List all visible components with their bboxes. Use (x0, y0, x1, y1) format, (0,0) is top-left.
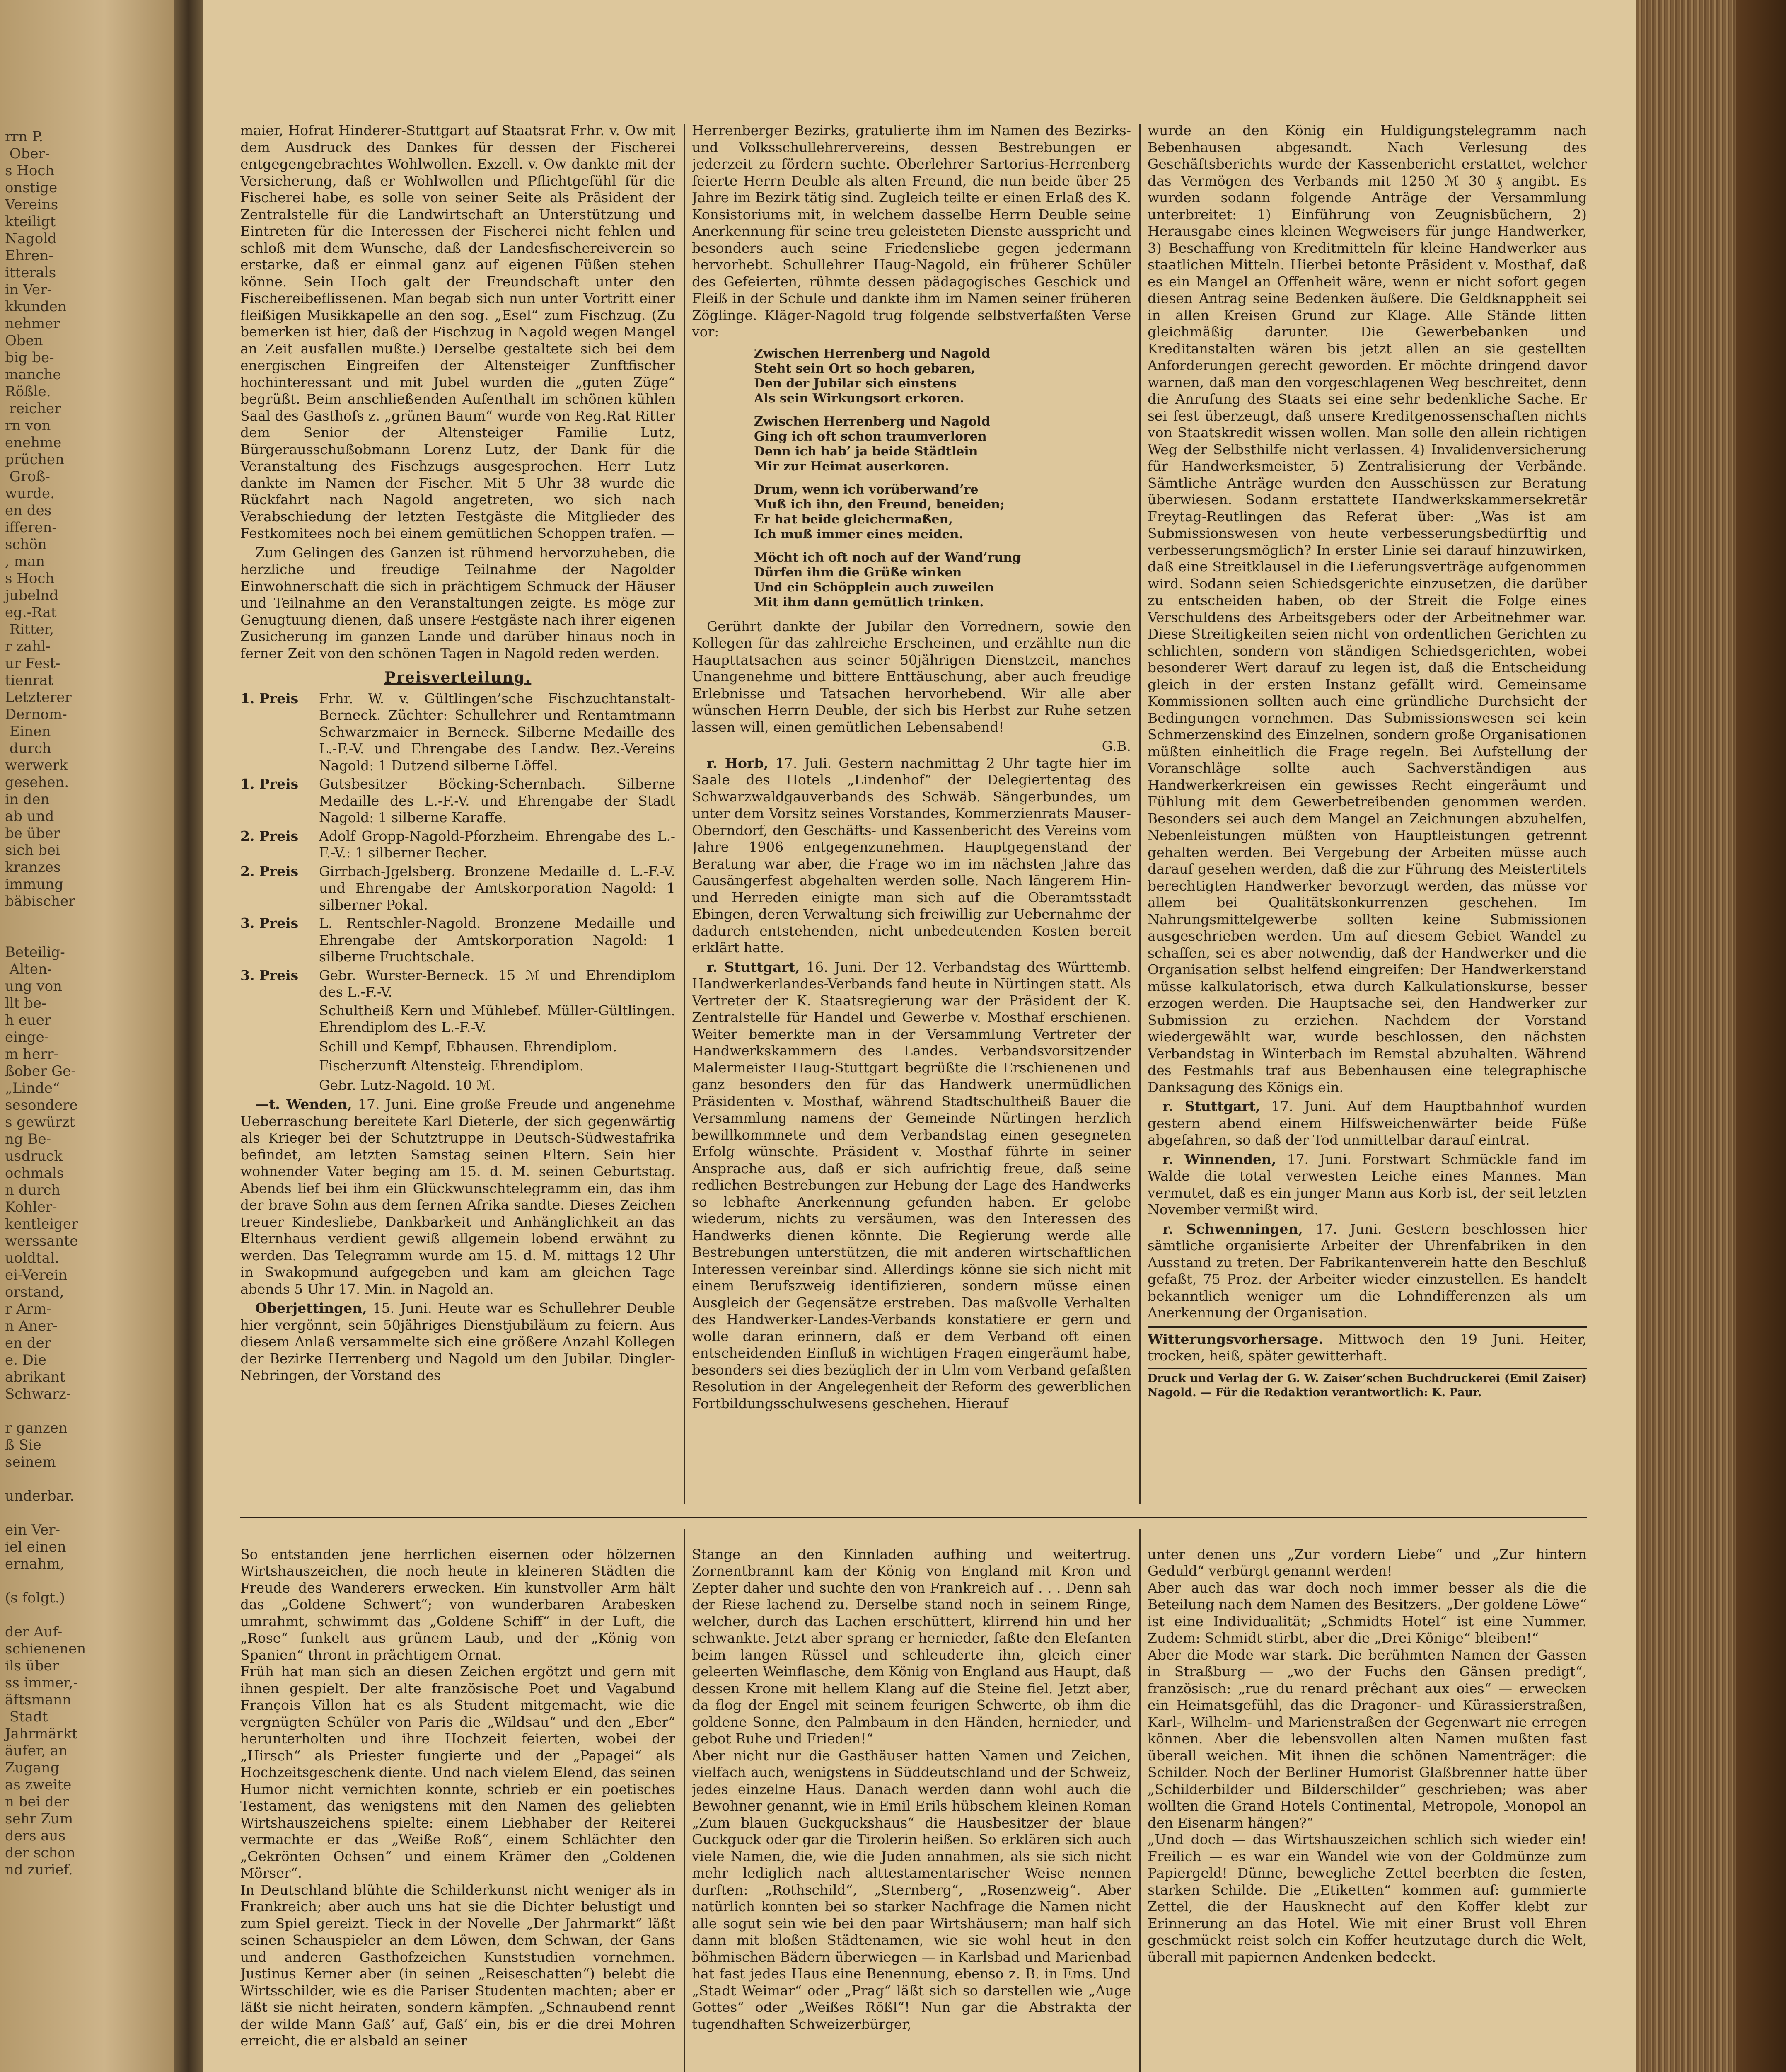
poem-line: Steht sein Ort so hoch gebaren, (754, 361, 975, 376)
prize-text: Frhr. W. v. Gültlingen’sche Fischzuchtanstalt-Berneck. Züchter: Schullehrer und Rentamtmann Schwarzmaier in Berneck. Silberne Medaille des L.-F.-V. und Ehrengabe des Landw. Bez.-Vereins Nagold: 1 Dutzend silberne Löffel. (319, 690, 675, 774)
fishery-report-end: maier, Hofrat Hinderer-Stuttgart auf Staatsrat Frhr. v. Ow mit dem Ausdruck des Dankes für dessen der Fischerei entgegengebrachtes Wohlwollen. Exzell. v. Ow dankte mit der Versicherung, daß er Wohlwollen und Pflichtgefühl für die Fischerei habe, es solle von seiner Seite als Präsident der Zentralstelle für die Landwirtschaft an Unterstützung und Eintreten für die Interessen der Fischerei nicht fehlen und schloß mit dem Wunsche, daß der Landesfischereiverein so erstarke, daß er einmal ganz auf eigenen Füßen stehen könne. Sein Hoch galt der Freundschaft unter den Fischereibeflissenen. Man begab sich nun unter Vortritt einer fleißigen Musikkapelle an den sog. „Esel“ zum Fischzug. (Zu bemerken ist hier, daß der Fischzug in Nagold wegen Mangel an Zeit ausfallen mußte.) Derselbe gestaltete sich bei dem energischen Eingreifen der Altensteiger Zunftfischer hochinteressant und mit Jubel wurden die „guten Züge“ begrüßt. Beim anschließenden Aufenthalt im schönen kühlen Saal des Gasthofs z. „grünen Baum“ wurde von Reg.Rat Ritter dem Senior der Altensteiger Familie Lutz, Bürgerausschußobmann Lorenz Lutz, der Dank für die Veranstaltung des Fischzugs ausgesprochen. Herr Lutz dankte im Namen der Fischer. Mit 5 Uhr 38 wurde die Rückfahrt nach Nagold angetreten, wo sich nach Verabschiedung der letzten Festgäste die Mitglieder des Festkomitees noch bei einem gemütlichen Schoppen trafen. — (240, 122, 675, 541)
poem-stanza (754, 550, 1131, 610)
newspaper-page (203, 0, 1636, 2072)
extra-prize: Gebr. Lutz-Nagold. 10 ℳ. (319, 1077, 495, 1093)
poem-line: Mir zur Heimat auserkoren. (754, 459, 950, 474)
prize-rank: 3. Preis (240, 915, 299, 931)
wenden-dateline: —t. Wenden, (255, 1096, 352, 1112)
prize-text: Gebr. Wurster-Berneck. 15 ℳ und Ehrendiplom des L.-F.-V. (319, 967, 675, 1000)
winnenden-dateline: r. Winnenden, (1162, 1151, 1276, 1167)
poem-line: Drum, wenn ich vorüberwand’re (754, 482, 979, 497)
weather-text: Mittwoch den 19 Juni. Heiter, trocken, heiß, später gewitterhaft. (1148, 1331, 1587, 1364)
poem-line: Ging ich oft schon traumverloren (754, 429, 987, 444)
oberjettingen-dateline: Oberjettingen, (255, 1300, 367, 1316)
prize-rank: 3. Preis (240, 967, 299, 983)
prize-entry (240, 967, 675, 1001)
schwenningen-text: 17. Juni. Gestern beschlossen hier sämtliche organisierte Arbeiter der Uhrenfabriken in den Ausstand zu treten. Der Fabrikantenverein hatte den Beschluß gefaßt, 75 Proz. der Arbeiter wieder einzustellen. Es handelt bekanntlich weniger um die Lohndifferenzen als um Anerkennung der Organisation. (1148, 1220, 1587, 1321)
extra-prize: Schultheiß Kern und Mühlebef. Müller-Gültlingen. Ehrendiplom des L.-F.-V. (319, 1002, 675, 1035)
weather-forecast (1148, 1326, 1587, 1365)
column-divider (684, 1529, 685, 2072)
stuttgart2-text: 17. Juni. Auf dem Hauptbahnhof wurden gestern abend einem Hilfsweichenwärter beide Füße abgefahren, so daß der Tod unmittelbar darauf eintrat. (1148, 1098, 1587, 1148)
stuttgart2-dateline: r. Stuttgart, (1162, 1098, 1260, 1114)
column-divider (1139, 1529, 1141, 2072)
horb-dateline: r. Horb, (707, 755, 769, 771)
poem-stanza (754, 482, 1131, 542)
prize-text: Adolf Gropp-Nagold-Pforzheim. Ehrengabe des L.-F.-V.: 1 silberner Becher. (319, 828, 675, 861)
stuttgart-report (692, 959, 1131, 1412)
column-1 (240, 122, 675, 1506)
prize-entry (240, 828, 675, 862)
left-page (0, 0, 174, 2072)
prize-rank: 2. Preis (240, 863, 299, 879)
jubilee-closing: Gerührt dankte der Jubilar den Vorrednern, sowie den Kollegen für das zahlreiche Erscheinen, und erzählte nun die Haupttatsachen aus seiner 50jährigen Dienstzeit, manches Unangenehme und bittere Enttäuschung, aber auch freudige Erlebnisse und Tatsachen hervorhebend. Wir alle aber wünschen Herrn Deuble, der sich bis Herbst zur Ruhe setzen lassen will, einen gemütlichen Lebensabend! (692, 618, 1131, 735)
schwenningen-dateline: r. Schwenningen, (1162, 1220, 1303, 1237)
feuilleton-column-1 (240, 1529, 675, 2072)
prize-rank: 2. Preis (240, 828, 299, 844)
oberjettingen-text: 15. Juni. Heute war es Schullehrer Deuble hier vergönnt, sein 50jähriges Dienstjubiläum zu feiern. Aus diesem Anlaß versammelte sich eine größere Anzahl Kollegen der Bezirke Herrenberg und Nagold um den Jubilar. Dingler-Nebringen, der Vorstand des (240, 1300, 675, 1383)
extra-prize: Schill und Kempf, Ebhausen. Ehrendiplom. (319, 1038, 617, 1055)
feuilleton-text: Stange an den Kinnladen aufhing und weitertrug. Zornentbrannt kam der König von England mit Kron und Zepter daher und suchte den von Frankreich auf . . . Denn sah der Riese lachend zu. Derselbe stand noch in seinem Ringe, welcher, durch das Lachen erschüttert, klirrend hin und her schwankte. Jetzt aber sprang er hernieder, faßte den Elefanten beim langen Rüssel und schleuderte ihn, gleich einer geleerten Weinflasche, dem König von England aus Haupt, daß dessen Krone mit hellem Klang auf die Steine fiel. Jetzt aber, da flog der Engel mit seinem feurigen Schwerte, ob ihm die goldene Sonne, den Palmbaum in den Händen, hernieder, und gebot Ruhe und Frieden!“ Aber nicht nur die Gasthäuser hatten Namen und Zeichen, vielfach auch, wenigstens in Süddeutschland und der Schweiz, jedes einzelne Haus. Danach werden dann wohl auch die Bewohner genannt, wie in Emil Erils hübschem kleinen Roman „Zum blauen Guckguckshaus“ die Hausbesitzer der blaue Guckguck oder gar die Tirolerin heißen. So erklären sich auch viele Namen, die, wie die Juden annahmen, als sie sich nicht mehr lediglich nach alttestamentarischer Weise nennen durften: „Rothschild“, „Sternberg“, „Rosenzweig“. Aber natürlich konnten bei so starker Nachfrage die Namen nicht alle sogut sein wie bei den paar Wirtshäusern; man half sich dann mit bloßen Städtenamen, wie sie wohl heut in den böhmischen Bädern überwiegen — in Karlsbad und Marienbad hat fast jedes Haus eine Benennung, ebenso z. B. in Ems. Und „Stadt Weimar“ oder „Prag“ läßt sich so darstellen wie „Auge Gottes“ oder „Weißes Rößl“! Nun gar die Abstrakta der tugendhaften Schweizerbürger, (692, 1546, 1131, 2032)
poem-line: Den der Jubilar sich einstens (754, 376, 957, 391)
prize-entry (240, 690, 675, 775)
wenden-text: 17. Juni. Eine große Freude und angenehme Ueberraschung bereitete Karl Dieterle, der sich gegenwärtig als Krieger bei der Schutztruppe in Deutsch-Südwestafrika befindet, am letzten Samstag seinen Eltern. Sein hier wohnender Vater beging am 15. d. M. seinen Geburtstag. Abends lief bei ihm ein Glückwunschtelegramm ein, das ihm der brave Sohn aus dem fernen Afrika sandte. Dieses Zeichen treuer Kindesliebe, Dankbarkeit und Anhänglichkeit an das Elternhaus verdient gewiß allgemein lobend erwähnt zu werden. Das Telegramm wurde am 15. d. M. mittags 12 Uhr in Swakopmund aufgegeben und kam am gleichen Tage abends 5 Uhr 17. Min. in Nagold an. (240, 1096, 675, 1297)
author-initials: G.B. (1102, 738, 1131, 754)
poem-line: Mit ihm dann gemütlich trinken. (754, 595, 984, 610)
poem-line: Denn ich hab’ ja beide Städtlein (754, 444, 978, 459)
poem-line: Dürfen ihm die Grüße winken (754, 565, 962, 580)
feuilleton-text: So entstanden jene herrlichen eisernen oder hölzernen Wirtshauszeichen, die noch heute in kleineren Städten die Freude des Wanderers erwecken. Ein kunstvoller Arm hält das „Goldene Schwert“; von wunderbaren Arabesken umrahmt, schwimmt das „Goldene Schiff“ in der Luft, die „Rose“ funkelt aus grünem Laub, und der „König von Spanien“ thront in prächtigem Ornat. Früh hat man sich an diesen Zeichen ergötzt und gern mit ihnen gespielt. Der alte französische Poet und Vagabund François Villon hat es als Student mitgemacht, wie die vergnügten Schüler von Paris die „Wildsau“ und den „Eber“ herunterholten und ihre Hochzeit feierten, wobei der „Hirsch“ als Priester fungierte und der „Papagei“ als Hochzeitsgeschenk diente. Und nach vielem Elend, das seinen Humor nicht vernichten konnte, schrieb er ein poetisches Testament, das wenigstens mit den Namen des geliebten Wirtshauszeichens spielte: einem Liebhaber der Reiterei vermachte er das „Weiße Roß“, einem Schlächter den „Gekrönten Ochsen“ und einem Krämer den „Goldenen Mörser“. In Deutschland blühte die Schilderkunst nicht weniger als in Frankreich; aber auch uns hat sie die Dichter belustigt und zum Spiel gereizt. Tieck in der Novelle „Der Jahrmarkt“ läßt seinen Schauspieler an dem Löwen, dem Schwan, der Gans und anderen Gasthofzeichen Kunststudien vornehmen. Justinus Kerner aber (in seinen „Reiseschatten“) belebt die Wirtsschilder, wie es die Pariser Studenten machten; aber er läßt sie nicht heiraten, sondern kämpfen. „Schnaubend rennt der wilde Mann Gaß’ auf, Gaß’ ein, bis er die drei Mohren erreicht, die er alsbald an seiner (240, 1546, 675, 2049)
left-page-text-fragment: rrn P. Ober- s Hoch onstige Vereins kteiligt Nagold Ehren- itterals in Ver- kkunden nehmer Oben big be- manche Rößle. reicher rn von enehme prüchen Groß- wurde. en des ifferen- schön , man s Hoch jubelnd eg.-Rat Ritter, r zahl- ur Fest- tienrat Letzterer Dernom- Einen durch werwerk gesehen. in den ab und be über sich bei kranzes immung bäbischer Beteilig- Alten- ung von llt be- h euer einge- m herr- ßober Ge- „Linde“ sesondere s gewürzt ng Be- usdruck ochmals n durch Kohler- kentleiger werssante uoldtal. ei-Verein orstand, r Arm- n Aner- en der e. Die abrikant Schwarz- r ganzen ß Sie seinem underbar. ein Ver- iel einen ernahm, (s folgt.) der Auf- schienenen ils über ss immer,- äftsmann Stadt Jahrmärkt äufer, an Zugang as zweite n bei der sehr Zum ders aus der schon nd zurief. (5, 128, 86, 1878)
prize-entry (240, 776, 675, 826)
book-page-edges (1636, 0, 1786, 2072)
horb-text: 17. Juli. Gestern nachmittag 2 Uhr tagte hier im Saale des Hotels „Lindenhof“ der Delegiertentag des Schwarzwaldgauverbands des Schwäb. Sängerbundes, um unter dem Vorsitz seines Vorstandes, Kommerzienrats Mauser-Oberndorf, den Geschäfts- und Kassenbericht des Vereins vom Jahre 1906 entgegenzunehmen. Hauptgegenstand der Beratung war aber, die Frage wo im im nächsten Jahre das Gausängerfest abgehalten werden solle. Nach längerem Hin- und Herreden einigte man sich auf die Oberamtsstadt Ebingen, deren Verwaltung sich freiwillig zur Uebernahme der dadurch entstehenden, nicht unbedeutenden Kosten bereit erklärt hatte. (692, 755, 1131, 956)
prize-rank: 1. Preis (240, 690, 299, 707)
prize-text: Gutsbesitzer Böcking-Schernbach. Silberne Medaille des L.-F.-V. und Ehrengabe der Stadt Nagold: 1 silberne Karaffe. (319, 776, 675, 825)
prize-heading: Preisverteilung. (384, 669, 532, 686)
stuttgart-text: 16. Juni. Der 12. Verbandstag des Württemb. Handwerkerlandes-Verbands fand heute in Nürtingen statt. Als Vertreter der K. Staatsregierung war der Präsident der K. Zentralstelle für Handel und Gewerbe v. Mosthaf erschienen. Weiter bemerkte man in der Versammlung Vertreter der Handwerkskammern des Landes. Verbandsvorsitzender Malermeister Haug-Stuttgart begrüßte die Erschienenen und ganz besonders den für das Handwerk unermüdlichen Präsidenten v. Mosthaf, während Stadtschultheiß Bauer die Versammlung namens der Gemeinde Nürtingen herzlich bewillkommnete und dem Verbandstag einen gesegneten Erfolg wünschte. Präsident v. Mosthaf führte in seiner Ansprache aus, daß er sich aufrichtig freue, daß seine redlichen Bestrebungen zur Hebung der Lage des Handwerks so lebhafte Anerkennung gefunden haben. Er gelobe wiederum, nichts zu versäumen, was den Interessen des Handwerks dienen könnte. Die Regierung werde alle Bestrebungen unterstützen, die mit anderen wirtschaftlichen Interessen vereinbar sind. Allerdings könne sie sich nicht mit einem Berufszweig identifizieren, sondern müsse einen Ausgleich der Gegensätze erstreben. Das maßvolle Verhalten des Handwerker-Landes-Verbands konstatiere er gern und wolle daran erinnern, daß er dem Verband oft einen entscheidenden Einfluß in wichtigen Fragen eingeräumt habe, besonders sei dies bezüglich der in Ulm vom Verband gefaßten Resolution in der Angelegenheit der Reform des gewerblichen Fortbildungsschulwesens geschehen. Hierauf (692, 959, 1131, 1411)
poem-stanza (754, 346, 1131, 406)
extra-prize: Fischerzunft Altensteig. Ehrendiplom. (319, 1058, 584, 1074)
poem-line: Muß ich ihn, den Freund, beneiden; (754, 497, 1005, 512)
weather-title: Witterungsvorhersage. (1148, 1331, 1323, 1347)
feuilleton-text: unter denen uns „Zur vordern Liebe“ und „Zur hintern Geduld“ verbürgt genannt werden! Aber auch das war doch noch immer besser als die die Beteilung nach dem Namen des Besitzers. „Der goldene Löwe“ ist eine Individualität; „Schmidts Hotel“ ist eine Nummer. Zudem: Schmidt stirbt, aber die „Drei Könige“ bleiben!“ Aber die Mode war stark. Die berühmten Namen der Gassen in Straßburg — „wo der Fuchs den Gänsen predigt“, französisch: „rue du renard prêchant aux oies“ — erwecken ein Heimatsgefühl, das die Dragoner- und Kürassierstraßen, Karl-, Wilhelm- und Marienstraßen der Gegenwart nie erregen können. Aber die lebensvollen alten Namen mußten fast überall weichen. Mit ihnen die schönen Namenträger: die Schilder. Noch der Berliner Humorist Glaßbrenner hatte über „Schilderbilder und Bilderschilder“ geschrieben; was aber wollten die Grand Hotels Continental, Metropole, Monopol an den Eisenarm hängen?“ „Und doch — das Wirtshauszeichen schlich sich wieder ein! Freilich — es war ein Wandel wie von der Goldmünze zum Papiergeld! Dünne, bewegliche Zettel beerbten die festen, starken Schilde. Die „Etiketten“ kommen auf: gummierte Zettel, die der Hausknecht auf den Koffer klebt zur Erinnerung an das Hotel. Wie mit einer Brust voll Ehren geschmückt reist solch ein Koffer heutzutage durch die Welt, überall mit papiernen Andenken bedeckt. (1148, 1546, 1587, 1965)
poem-line: Zwischen Herrenberg und Nagold (754, 346, 990, 361)
fishery-closing-paragraph: Zum Gelingen des Ganzen ist rühmend hervorzuheben, die herzliche und freudige Teilnahme der Nagolder Einwohnerschaft die sich in prächtigem Schmuck der Häuser und Teilnahme an den Veranstaltungen zeigte. Es möge zur Genugtuung dienen, daß unsere Festgäste nach ihrer eigenen Zusicherung im ganzen Lande und darüber hinaus noch in ferner Zeit von den schönen Tagen in Nagold reden werden. (240, 544, 675, 661)
winnenden-text: 17. Juni. Forstwart Schmückle fand im Walde die total verwesten Leiche eines Mannes. Man vermutet, daß es ein junger Mann aus Korb ist, der seit letzten November vermißt wird. (1148, 1151, 1587, 1218)
prize-text: L. Rentschler-Nagold. Bronzene Medaille und Ehrengabe der Amtskorporation Nagold: 1 silberne Fruchtschale. (319, 915, 675, 965)
printer-imprint: Druck und Verlag der G. W. Zaiser’schen Buchdruckerei (Emil Zaiser) Nagold. — Für die Redaktion verantwortlich: K. Paur. (1148, 1368, 1587, 1400)
feuilleton-column-2 (692, 1529, 1131, 2072)
column-2 (692, 122, 1131, 1506)
column-divider (684, 124, 685, 1504)
craftsmen-report-continued: wurde an den König ein Huldigungstelegramm nach Bebenhausen abgesandt. Nach Verlesung des Geschäftsberichts wurde der Kassenbericht erstattet, welcher das Vermögen des Verbands mit 1250 ℳ 30 ₰ angibt. Es wurden sodann folgende Anträge der Versammlung unterbreitet: 1) Einführung von Zeugnisbüchern, 2) Herausgabe eines kleinen Wegweisers für junge Handwerker, 3) Beschaffung von Kreditmitteln für kleine Handwerker aus staatlichen Mitteln. Hierbei betonte Präsident v. Mosthaf, daß es ein Mangel an Offenheit wäre, wenn er nicht sofort gegen diesen Antrag seine Bedenken äußere. Die Geldknappheit sei in allen Kreisen Grund zur Klage. Alle Stände litten gleichmäßig darunter. Die Gewerbebanken und Kreditanstalten wären bis jetzt allen an sie gestellten Anforderungen gerecht geworden. Er möchte dringend davor warnen, daß man den vorgeschlagenen Weg beschreitet, denn die Anrufung des Staats sei eine sehr bedenkliche Sache. Er sei fest überzeugt, daß unsere Kreditgenossenschaften nichts von Staatskredit wissen wollen. Man solle den allein richtigen Weg der Selbsthilfe nicht verlassen. 4) Invalidenversicherung für Handwerksmeister, 5) Zentralisierung der Verbände. Sämtliche Anträge wurden den Ausschüssen zur Beratung überwiesen. Sodann erstattete Handwerkskammersekretär Freytag-Reutlingen das Referat über: „Was ist am Submissionswesen von heute verbesserungsbedürftig und verbesserungsmöglich? In erster Linie sei darauf hinzuwirken, daß eine Streitklausel in die Lieferungsverträge aufgenommen wird. Sodann seien Schiedsgerichte einzusetzen, die darüber zu entscheiden haben, ob der Streit die Folge eines Verschuldens des Arbeitsgebers oder der Arbeitnehmer war. Diese Streitigkeiten seien nicht von ordentlichen Gerichten zu schlichten, sondern von ständigen Schiedsgerichten, wobei besonderer Wert darauf zu legen ist, daß die Entscheidung gleich in der ersten Instanz gefällt wird. Gemeinsame Kommissionen sollten auch eine gründliche Durchsicht der Bedingungen vornehmen. Das Submissionswesen sei kein Schmerzenskind des Einzelnen, sondern große Organisationen müßten einheitlich die Frage regeln. Bei Aufstellung der Voranschläge sollte auch Sachverständigen aus Handwerkerkreisen ein gewisses Recht eingeräumt und Fühlung mit dem Gewerbetreibenden genommen werden. Besonders sei auch dem Mangel an Zeichnungen abzuhelfen, Nebenleistungen müßten von Hauptleistungen getrennt gehalten werden. Bei Vergebung der Arbeiten müsse auch darauf gesehen werden, daß die zur Führung des Meistertitels berechtigten Handwerker bevorzugt werden, das müsse vor allem bei Qualitätskonkurrenzen geschehen. Im Nahrungsmittelgewerbe sollten keine Submissionen ausgeschrieben werden. Um auf diesem Gebiet Wandel zu schaffen, sei es aber notwendig, daß der Handwerker und die Organisation selbst helfend eingreifen: Der Handwerkerstand müsse kalkulatorisch, etwa durch Kalkulationskurse, besser erzogen werden. Die Hauptsache sei, den Handwerker zur Submission zu erziehen. Nachdem der Vorstand wiedergewählt war, wurde beschlossen, den nächsten Verbandstag in Winterbach im Remstal abzuhalten. Während des Festmahls traf aus Bebenhausen eine telegraphische Danksagung des Königs ein. (1148, 122, 1587, 1095)
column-3 (1148, 122, 1587, 1506)
poem-line: Und ein Schöpplein auch zuweilen (754, 580, 994, 595)
poem-line: Er hat beide gleichermaßen, (754, 512, 953, 527)
feuilleton-separator (240, 1517, 1587, 1518)
jubilee-report-continued: Herrenberger Bezirks, gratulierte ihm im Namen des Bezirks- und Volksschullehrervereins, dessen Bestrebungen er jederzeit zu fördern suchte. Oberlehrer Sartorius-Herrenberg feierte Herrn Deuble als alten Freund, die nun beide über 25 Jahre im Bezirk tätig sind. Zugleich teilte er einen Erlaß des K. Konsistoriums mit, in welchem dasselbe Herrn Deuble seine Anerkennung für seine treu geleisteten Dienste ausspricht und besonders auch seine Friedensliebe gegen jedermann hervorhebt. Schullehrer Haug-Nagold, ein früherer Schüler des Gefeierten, rühmte dessen pädagogisches Geschick und Fleiß in der Schule und dankte ihm im Namen seiner früheren Zöglinge. Kläger-Nagold trug folgende selbstverfaßten Verse vor: (692, 122, 1131, 340)
stuttgart2-report (1148, 1098, 1587, 1149)
prize-entry (240, 863, 675, 914)
oberjettingen-report (240, 1300, 675, 1384)
feuilleton-column-3 (1148, 1529, 1587, 2072)
poem (692, 346, 1131, 610)
schwenningen-report (1148, 1221, 1587, 1322)
winnenden-report (1148, 1151, 1587, 1218)
prize-rank: 1. Preis (240, 776, 299, 792)
horb-report (692, 755, 1131, 956)
stuttgart-dateline: r. Stuttgart, (707, 959, 800, 975)
poem-line: Möcht ich oft noch auf der Wand’rung (754, 550, 1021, 565)
poem-line: Als sein Wirkungsort erkoren. (754, 391, 964, 406)
wenden-report (240, 1096, 675, 1297)
poem-line: Zwischen Herrenberg und Nagold (754, 414, 990, 429)
poem-line: Ich muß immer eines meiden. (754, 527, 963, 542)
book-gutter (174, 0, 203, 2072)
column-divider (1139, 124, 1141, 1504)
poem-stanza (754, 414, 1131, 474)
prize-text: Girrbach-Jgelsberg. Bronzene Medaille d. L.-F.-V. und Ehrengabe der Amtskorporation Nagold: 1 silberner Pokal. (319, 863, 675, 913)
prize-entry (240, 915, 675, 966)
